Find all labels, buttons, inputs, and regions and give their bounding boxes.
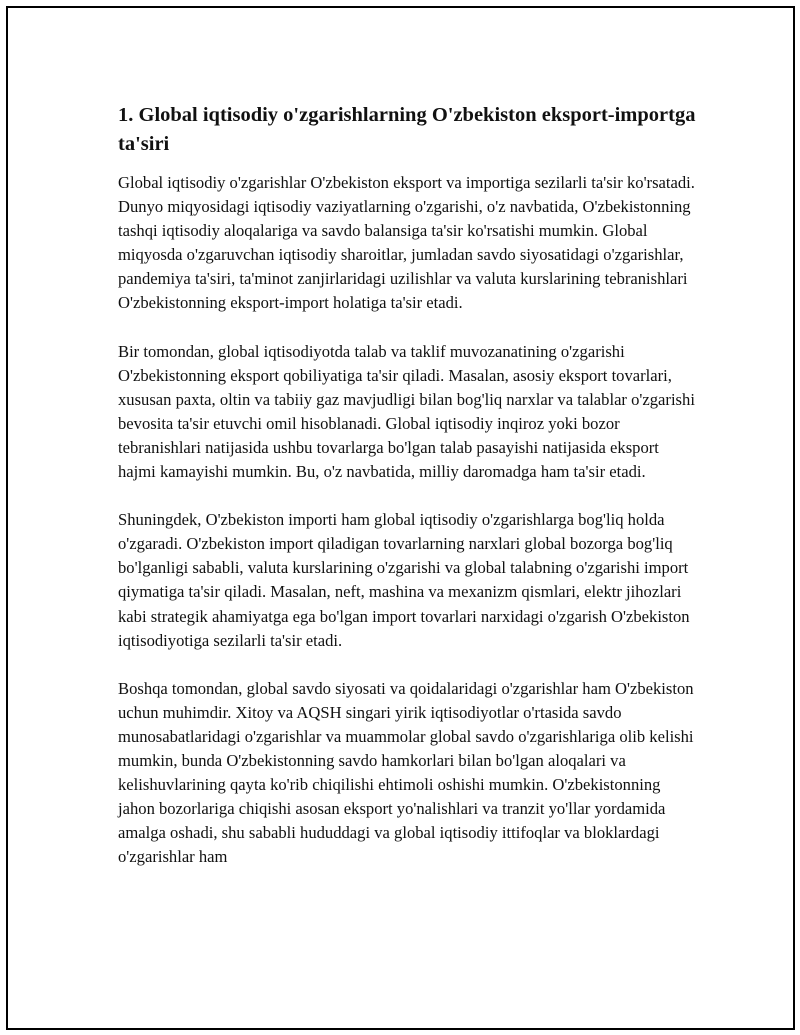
paragraph-4: Boshqa tomondan, global savdo siyosati va qoidalaridagi o'zgarishlar ham O'zbekiston uchun muhimdir. Xitoy va AQSH singari yirik iqtisodiyotlar o'rtasida savdo munosabatlaridagi o'zgarishlar va muammolar global savdo o'zgarishlariga olib kelishi mumkin, bunda O'zbekistonning savdo hamkorlari bilan bo'lgan aloqalari va kelishuvlarining qayta ko'rib chiqilishi ehtimoli oshishi mumkin. O'zbekistonning jahon bozorlariga chiqishi asosan eksport yo'nalishlari va tranzit yo'llar yordamida amalga oshadi, shu sababli hududdagi va global iqtisodiy ittifoqlar va bloklardagi o'zgarishlar ham	[118, 678, 694, 867]
paragraph-3: Shuningdek, O'zbekiston importi ham global iqtisodiy o'zgarishlarga bog'liq holda o'zgaradi. O'zbekiston import qiladigan tovarlarning narxlari global bozorga bog'liq bo'lganligi sababli, valuta kurslarining o'zgarishi va global talabning o'zgarishi import qiymatiga ta'sir qiladi. Masalan, neft, mashina va mexanizm qismlari, elektr jihozlari kabi strategik ahamiyatga ega bo'lgan import tovarlari narxidagi o'zgarish O'zbekiston iqtisodiyotiga sezilarli ta'sir etadi.	[118, 510, 690, 650]
paragraph-2: Bir tomondan, global iqtisodiyotda talab va taklif muvozanatining o'zgarishi O'zbekistonning eksport qobiliyatiga ta'sir qiladi. Masalan, asosiy eksport tovarlari, xususan paxta, oltin va tabiiy gaz mavjudligi bilan bog'liq narxlar va talablar o'zgarishi bevosita ta'sir etuvchi omil hisoblanadi. Global iqtisodiy inqiroz yoki bozor tebranishlari natijasida ushbu tovarlarga bo'lgan talab pasayishi natijasida eksport hajmi kamayishi mumkin. Bu, o'z navbatida, milliy daromadga ham ta'sir etadi.	[118, 341, 695, 482]
paragraph-1: Global iqtisodiy o'zgarishlar O'zbekiston eksport va importiga sezilarli ta'sir ko'rsatadi. Dunyo miqyosidagi iqtisodiy vaziyatlarning o'zgarishi, o'z navbatida, O'zbekistonning tashqi iqtisodiy aloqalariga va savdo balansiga ta'sir ko'rsatishi mumkin. Global miqyosda o'zgaruvchan iqtisodiy sharoitlar, jumladan savdo siyosatidagi o'zgarishlar, pandemiya ta'siri, ta'minot zanjirlaridagi uzilishlar va valuta kurslarining tebranishlari O'zbekistonning eksport-import holatiga ta'sir etadi.	[118, 173, 695, 313]
section-heading: 1. Global iqtisodiy o'zgarishlarning O'zbekiston eksport-importga ta'siri	[118, 104, 696, 155]
document-body	[118, 101, 698, 893]
page-frame	[6, 6, 795, 1030]
